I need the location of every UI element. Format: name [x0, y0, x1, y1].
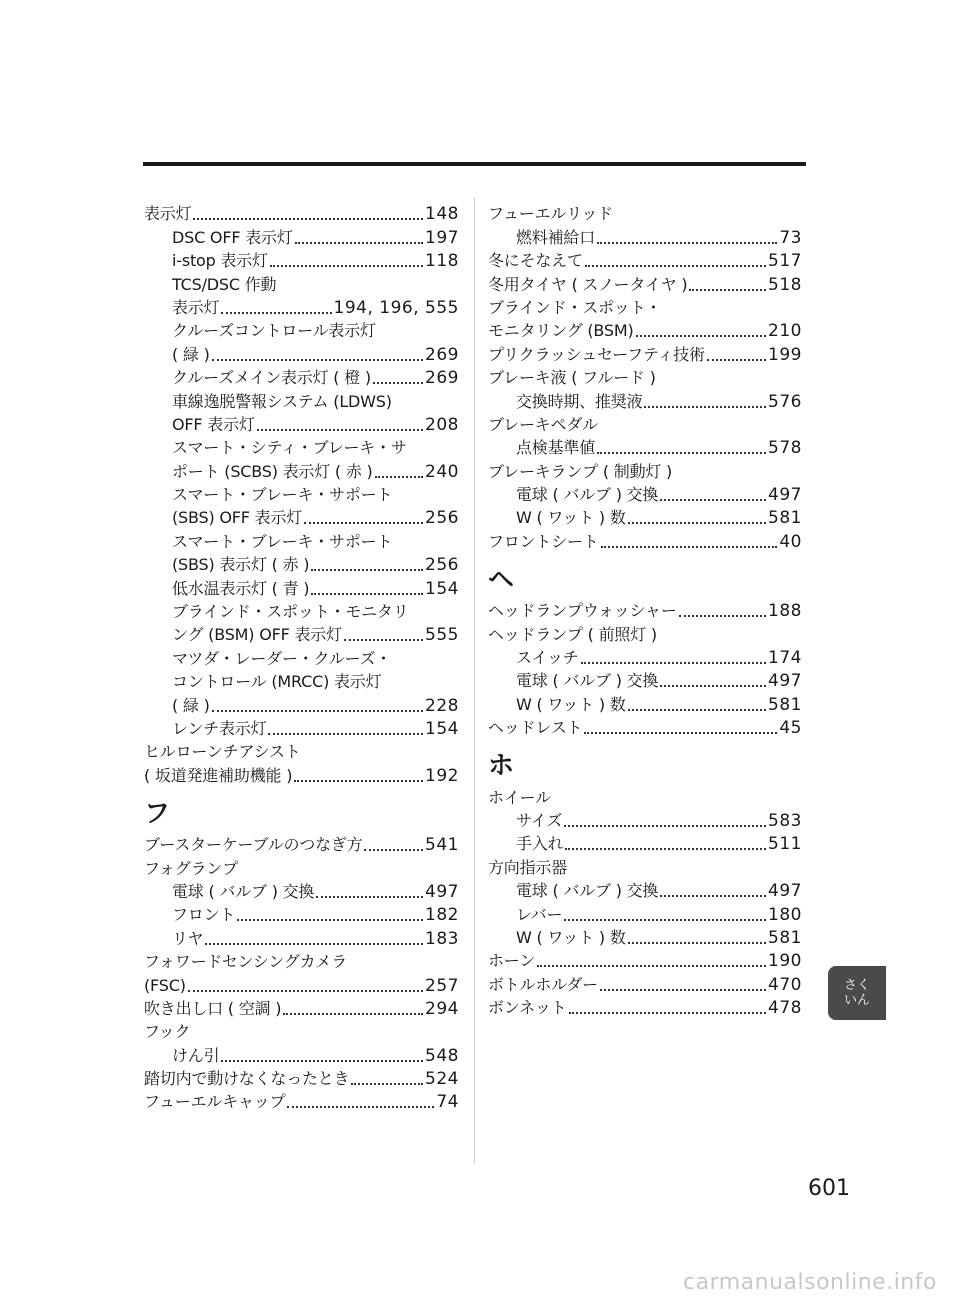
dot-leader [569, 1011, 767, 1014]
section-heading: フ [144, 798, 171, 829]
index-entry[interactable] [488, 716, 802, 739]
index-subentry [144, 670, 459, 693]
watermark: carmanualsonline.info [683, 1270, 937, 1295]
index-page-ref[interactable]: 578 [768, 438, 802, 459]
index-page-ref[interactable]: 478 [768, 998, 802, 1019]
index-entry[interactable] [488, 996, 802, 1019]
index-page-ref[interactable]: 194, 196, 555 [333, 297, 459, 318]
index-subentry[interactable] [144, 693, 459, 716]
index-page-ref[interactable]: 199 [768, 344, 802, 365]
index-subentry[interactable] [488, 483, 802, 506]
dot-leader [351, 1082, 423, 1085]
index-page-ref[interactable]: 45 [779, 718, 802, 739]
index-term: (SBS) 表示灯 ( 赤 ) [172, 555, 310, 575]
index-subentry [144, 272, 459, 295]
index-term: レンチ表示灯 [172, 718, 267, 738]
dot-leader [689, 288, 766, 291]
index-page-ref[interactable]: 240 [425, 461, 459, 482]
index-term: 冬にそなえて [488, 251, 583, 271]
index-subentry [144, 436, 459, 459]
dot-leader [212, 358, 423, 361]
dot-leader [375, 475, 423, 478]
index-term: DSC OFF 表示灯 [172, 227, 293, 247]
index-page-ref[interactable]: 40 [779, 531, 802, 552]
index-page-ref[interactable]: 257 [425, 975, 459, 996]
index-page-ref[interactable]: 188 [768, 601, 802, 622]
index-entry[interactable] [144, 1067, 459, 1090]
index-term: フューエルリッド [488, 204, 613, 224]
index-term: ホイール [488, 787, 551, 807]
index-entry [144, 950, 459, 973]
index-term: フロント [172, 905, 236, 925]
index-term: スマート・シティ・ブレーキ・サ [172, 438, 407, 458]
index-term: ヘッドランプ ( 前照灯 ) [488, 624, 657, 644]
dot-leader [584, 731, 777, 734]
index-subentry[interactable] [488, 646, 802, 669]
index-term: リヤ [172, 928, 204, 948]
index-page-ref[interactable]: 518 [768, 274, 802, 295]
index-subentry [144, 319, 459, 342]
index-subentry[interactable] [144, 342, 459, 365]
index-subentry[interactable] [144, 366, 459, 389]
index-entry[interactable] [488, 529, 802, 552]
index-entry [488, 459, 802, 482]
index-page-ref[interactable]: 576 [768, 391, 802, 412]
index-term: W ( ワット ) 数 [516, 927, 626, 947]
index-term: ( 緑 ) [172, 344, 210, 364]
dot-leader [237, 918, 423, 921]
index-subentry[interactable] [144, 459, 459, 482]
index-page-ref[interactable]: 210 [768, 321, 802, 342]
index-entry[interactable] [144, 763, 459, 786]
index-entry [488, 855, 802, 878]
index-term: 点検基準値 [516, 438, 596, 458]
index-page-ref[interactable]: 269 [425, 368, 459, 389]
index-term: プリクラッシュセーフティ技術 [488, 344, 705, 364]
index-subentry [144, 646, 459, 669]
dot-leader [205, 942, 423, 945]
side-tab-line1: さく [843, 978, 870, 993]
index-term: ポート (SCBS) 表示灯 ( 赤 ) [172, 461, 373, 481]
dot-leader [270, 264, 423, 267]
index-entry [488, 622, 802, 645]
index-page-ref[interactable]: 497 [768, 671, 802, 692]
dot-leader [311, 568, 423, 571]
index-subentry[interactable] [488, 902, 802, 925]
dot-leader [188, 989, 423, 992]
index-entry[interactable] [488, 342, 802, 365]
dot-leader [601, 545, 778, 548]
index-entry[interactable] [144, 202, 459, 225]
index-entry[interactable] [488, 599, 802, 622]
top-rule [143, 162, 806, 166]
index-term: けん引 [172, 1045, 220, 1065]
index-term: i-stop 表示灯 [172, 251, 268, 271]
dot-leader [212, 709, 423, 712]
index-term: フロントシート [488, 531, 599, 551]
index-subentry[interactable] [144, 225, 459, 248]
index-page-ref[interactable]: 182 [425, 905, 459, 926]
dot-leader [283, 1012, 423, 1015]
index-term: フューエルキャップ [144, 1092, 286, 1112]
dot-leader [707, 358, 766, 361]
index-term: フック [144, 1022, 191, 1042]
index-page-ref[interactable]: 497 [425, 881, 459, 902]
index-page-ref[interactable]: 581 [768, 927, 802, 948]
index-page-ref[interactable]: 180 [768, 904, 802, 925]
index-term: ヘッドレスト [488, 718, 583, 738]
index-term: 方向指示器 [488, 857, 568, 877]
dot-leader [597, 241, 777, 244]
index-page-ref[interactable]: 256 [425, 508, 459, 529]
section-heading: ヘ [488, 564, 515, 595]
index-entry [488, 413, 802, 436]
index-term: ブラインド・スポット・ [488, 297, 662, 317]
index-term: フォワードセンシングカメラ [144, 952, 348, 972]
index-term: ブレーキペダル [488, 414, 598, 434]
dot-leader [628, 941, 766, 944]
dot-leader [585, 264, 766, 267]
index-page-ref[interactable]: 154 [425, 578, 459, 599]
index-term: スマート・ブレーキ・サポート [172, 531, 393, 551]
index-page-ref[interactable]: 517 [768, 251, 802, 272]
index-page-ref[interactable]: 118 [425, 251, 459, 272]
index-page-ref[interactable]: 192 [425, 765, 459, 786]
index-term: OFF 表示灯 [172, 414, 255, 434]
index-page-ref[interactable]: 190 [768, 951, 802, 972]
index-entry[interactable] [144, 973, 459, 996]
page-number: 601 [808, 1176, 850, 1201]
index-term: ブレーキランプ ( 制動灯 ) [488, 461, 673, 481]
dot-leader [221, 311, 331, 314]
index-subentry[interactable] [144, 717, 459, 740]
index-subentry[interactable] [488, 225, 802, 248]
index-term: スマート・ブレーキ・サポート [172, 485, 393, 505]
index-subentry[interactable] [488, 436, 802, 459]
index-page-ref[interactable]: 174 [768, 648, 802, 669]
index-page-ref[interactable]: 581 [768, 694, 802, 715]
index-subentry[interactable] [144, 623, 459, 646]
dot-leader [344, 638, 423, 641]
index-term: 表示灯 [172, 297, 220, 317]
index-term: 電球 ( バルブ ) 交換 [516, 485, 659, 505]
index-entry[interactable] [144, 833, 459, 856]
index-term: レバー [516, 904, 563, 924]
index-entry[interactable] [488, 949, 802, 972]
index-page-ref[interactable]: 470 [768, 974, 802, 995]
index-page-ref[interactable]: 154 [425, 718, 459, 739]
index-term: ヒルローンチアシスト [144, 742, 301, 762]
index-term: 吹き出し口 ( 空調 ) [144, 998, 282, 1018]
index-entry [144, 856, 459, 879]
index-term: (FSC) [144, 975, 186, 995]
dot-leader [537, 964, 766, 967]
index-page-ref[interactable]: 73 [779, 227, 802, 248]
dot-leader [581, 661, 766, 664]
index-column-left [144, 202, 459, 1113]
index-term: 手入れ [516, 834, 564, 854]
index-term: ブラインド・スポット・モニタリ [172, 602, 409, 622]
index-page-ref[interactable]: 148 [425, 204, 459, 225]
dot-leader [628, 708, 766, 711]
dot-leader [660, 684, 766, 687]
index-subentry[interactable] [488, 809, 802, 832]
column-divider [474, 198, 475, 1164]
index-subentry[interactable] [488, 926, 802, 949]
index-page-ref[interactable]: 541 [425, 835, 459, 856]
dot-leader [295, 241, 423, 244]
dot-leader [311, 592, 423, 595]
index-subentry[interactable] [488, 879, 802, 902]
index-term: ( 緑 ) [172, 695, 210, 715]
index-term: 電球 ( バルブ ) 交換 [516, 671, 659, 691]
dot-leader [564, 918, 766, 921]
index-page-ref[interactable]: 581 [768, 508, 802, 529]
index-subentry[interactable] [488, 389, 802, 412]
index-subentry [144, 389, 459, 412]
index-subentry[interactable] [144, 903, 459, 926]
index-entry [488, 366, 802, 389]
index-entry [144, 1020, 459, 1043]
index-page-ref[interactable]: 183 [425, 928, 459, 949]
index-term: 燃料補給口 [516, 227, 596, 247]
dot-leader [364, 848, 423, 851]
index-term: 電球 ( バルブ ) 交換 [172, 881, 315, 901]
index-page-ref[interactable]: 548 [425, 1045, 459, 1066]
index-subentry[interactable] [488, 506, 802, 529]
index-page-ref[interactable]: 197 [425, 227, 459, 248]
index-term: モニタリング (BSM) [488, 321, 634, 341]
index-entry[interactable] [144, 1090, 459, 1113]
dot-leader [660, 894, 766, 897]
index-subentry [144, 529, 459, 552]
index-term: 低水温表示灯 ( 青 ) [172, 578, 310, 598]
index-term: 車線逸脱警報システム (LDWS) [172, 391, 392, 411]
index-term: ボトルホルダー [488, 974, 598, 994]
index-side-tab[interactable] [828, 966, 886, 1020]
dot-leader [644, 405, 766, 408]
index-page-ref[interactable]: 228 [425, 695, 459, 716]
index-subentry[interactable] [144, 506, 459, 529]
dot-leader [373, 381, 423, 384]
index-subentry[interactable] [144, 880, 459, 903]
index-subentry[interactable] [144, 926, 459, 949]
side-tab-line2: いん [843, 993, 870, 1008]
index-subentry [144, 600, 459, 623]
index-entry[interactable] [488, 249, 802, 272]
index-entry[interactable] [144, 997, 459, 1020]
dot-leader [257, 428, 423, 431]
index-page-ref[interactable]: 256 [425, 555, 459, 576]
index-subentry[interactable] [488, 832, 802, 855]
index-term: ブレーキ液 ( フルード ) [488, 368, 656, 388]
dot-leader [628, 521, 766, 524]
index-page-ref[interactable]: 497 [768, 485, 802, 506]
index-page-ref[interactable]: 74 [436, 1092, 459, 1113]
index-subentry [144, 483, 459, 506]
index-term: サイズ [516, 810, 563, 830]
dot-leader [221, 1059, 423, 1062]
dot-leader [660, 498, 766, 501]
dot-leader [564, 824, 766, 827]
index-subentry[interactable] [488, 669, 802, 692]
index-page-ref[interactable]: 294 [425, 998, 459, 1019]
section-heading: ホ [488, 751, 515, 782]
dot-leader [316, 895, 423, 898]
index-term: クルーズメイン表示灯 ( 橙 ) [172, 368, 371, 388]
index-term: ブースターケーブルのつなぎ方 [144, 835, 363, 855]
index-subentry[interactable] [144, 1043, 459, 1066]
dot-leader [193, 217, 423, 220]
index-term: スイッチ [516, 648, 579, 668]
dot-leader [636, 334, 767, 337]
dot-leader [294, 779, 423, 782]
dot-leader [597, 451, 766, 454]
dot-leader [268, 732, 423, 735]
index-term: 電球 ( バルブ ) 交換 [516, 881, 659, 901]
index-page-ref[interactable]: 269 [425, 344, 459, 365]
index-page-ref[interactable]: 524 [425, 1069, 459, 1090]
dot-leader [565, 847, 766, 850]
index-term: TCS/DSC 作動 [172, 274, 277, 294]
index-term: W ( ワット ) 数 [516, 508, 626, 528]
index-term: ( 坂道発進補助機能 ) [144, 765, 293, 785]
index-page-ref[interactable]: 511 [768, 834, 802, 855]
dot-leader [304, 521, 423, 524]
dot-leader [679, 614, 766, 617]
index-column-right [488, 202, 802, 1019]
index-entry[interactable] [488, 272, 802, 295]
index-term: ホーン [488, 951, 536, 971]
index-page-ref[interactable]: 583 [768, 810, 802, 831]
index-entry [144, 740, 459, 763]
index-term: W ( ワット ) 数 [516, 694, 626, 714]
index-term: 冬用タイヤ ( スノータイヤ ) [488, 274, 688, 294]
index-term: 踏切内で動けなくなったとき [144, 1069, 350, 1089]
index-entry[interactable] [488, 319, 802, 342]
index-term: (SBS) OFF 表示灯 [172, 508, 303, 528]
index-term: 交換時期、推奨液 [516, 391, 643, 411]
index-entry [488, 296, 802, 319]
index-term: 表示灯 [144, 204, 192, 224]
index-term: コントロール (MRCC) 表示灯 [172, 672, 382, 692]
index-entry [488, 785, 802, 808]
index-page-ref[interactable]: 555 [425, 625, 459, 646]
index-page-ref[interactable]: 497 [768, 881, 802, 902]
index-term: ング (BSM) OFF 表示灯 [172, 625, 342, 645]
dot-leader [600, 988, 766, 991]
index-term: ボンネット [488, 998, 567, 1018]
index-subentry[interactable] [144, 296, 459, 319]
index-entry[interactable] [488, 972, 802, 995]
index-subentry[interactable] [144, 249, 459, 272]
index-subentry[interactable] [144, 553, 459, 576]
index-subentry[interactable] [488, 692, 802, 715]
dot-leader [287, 1105, 434, 1108]
index-page-ref[interactable]: 208 [425, 414, 459, 435]
index-subentry[interactable] [144, 576, 459, 599]
index-term: クルーズコントロール表示灯 [172, 321, 376, 341]
index-subentry[interactable] [144, 413, 459, 436]
index-term: マツダ・レーダー・クルーズ・ [172, 648, 392, 668]
index-term: フォグランプ [144, 858, 239, 878]
index-term: ヘッドランプウォッシャー [488, 601, 677, 621]
index-entry [488, 202, 802, 225]
